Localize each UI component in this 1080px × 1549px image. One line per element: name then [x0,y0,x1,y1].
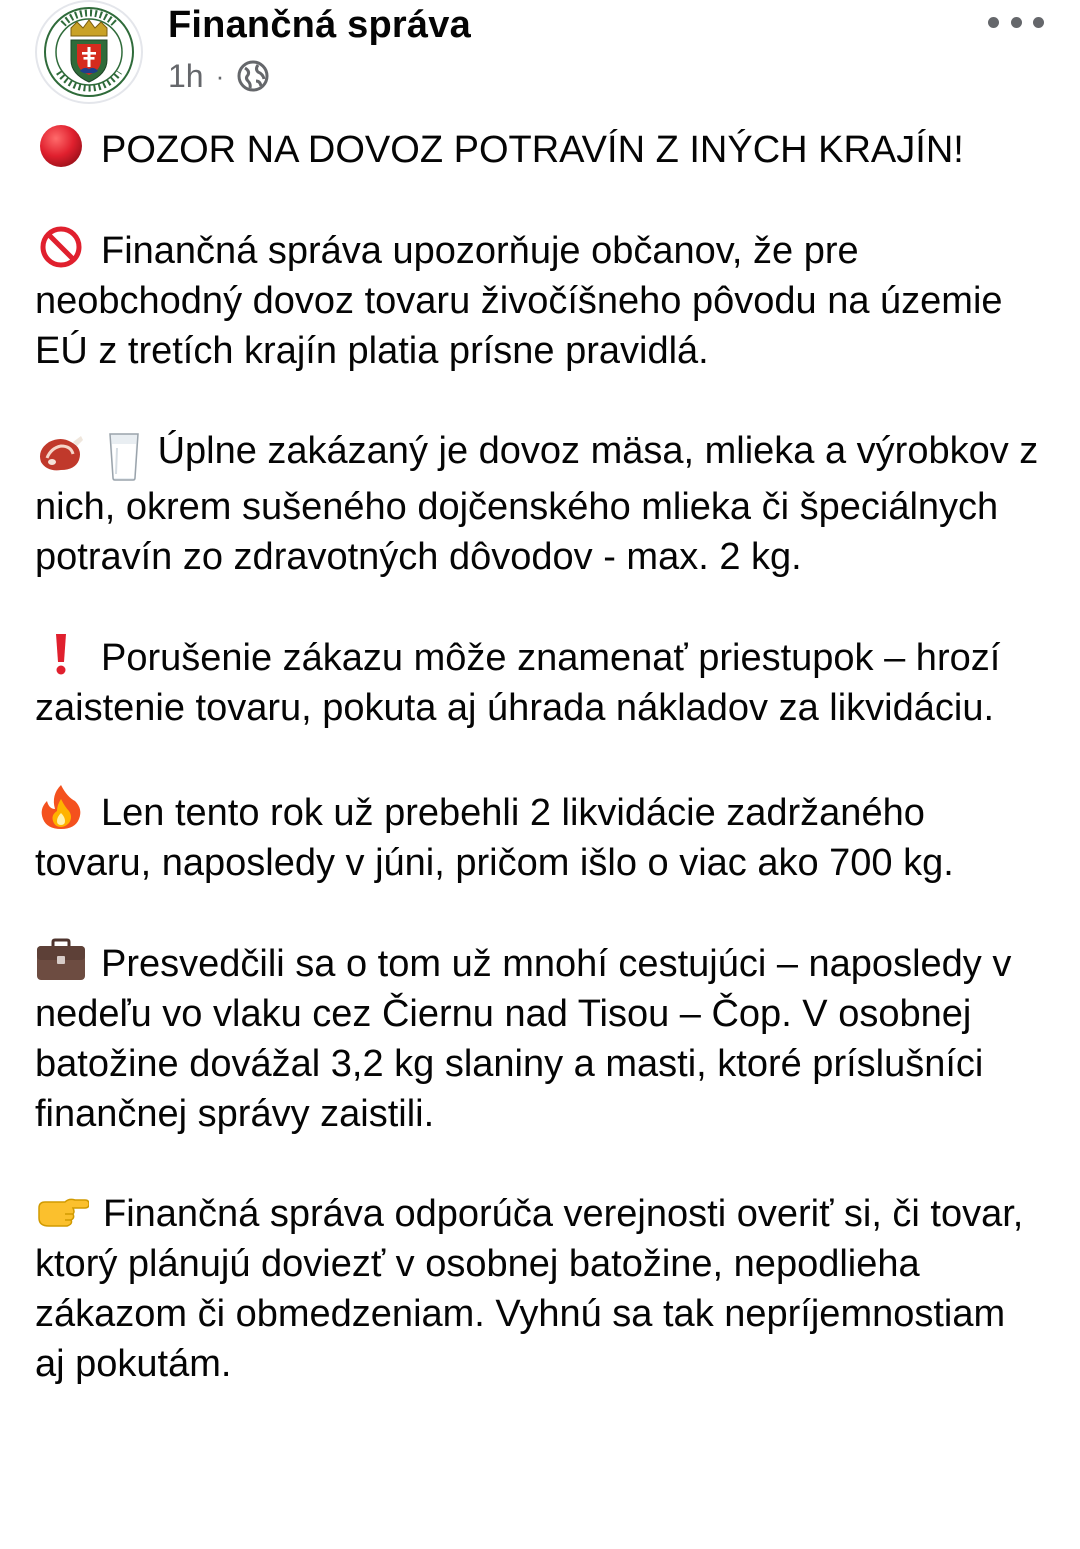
pointing-hand-icon [35,1192,89,1232]
post-paragraph [35,426,1045,582]
meta-separator: · [215,60,225,91]
red-circle-icon [35,124,87,168]
more-dot [1033,17,1044,28]
meat-and-milk-icons [35,432,144,482]
briefcase-icon [35,938,87,982]
paragraph-text: Finančná správa upozorňuje občanov, že pre neobchodný dovoz tovaru živočíšneho pôvodu na územie EÚ z tretích krajín platia prísne pravidlá. [35,230,1003,372]
prohibited-icon [35,225,87,269]
fire-icon [35,783,87,831]
post-body [35,124,1045,1389]
post-paragraph [35,1189,1045,1389]
paragraph-text: Len tento rok už prebehli 2 likvidácie zadržaného tovaru, naposledy v júni, pričom išlo o viac ako 700 kg. [35,792,954,884]
paragraph-text: POZOR NA DOVOZ POTRAVÍN Z INÝCH KRAJÍN! [101,129,964,171]
post-timestamp[interactable]: 1h [168,57,204,94]
post-paragraph [35,124,1045,175]
paragraph-text: Presvedčili sa o tom už mnohí cestujúci – naposledy v nedeľu vo vlaku cez Čiernu nad Tisou – Čop. V osobnej batožine dovážal 3,2 kg slaniny a masti, ktoré príslušníci finančnej správy zaistili. [35,943,1012,1135]
page-name-link[interactable]: Finančná správa [168,4,471,46]
globe-icon[interactable] [236,59,270,93]
more-options-icon[interactable] [988,10,1044,34]
post-paragraph [35,783,1045,888]
post-paragraph [35,225,1045,376]
post-header [0,0,1080,110]
paragraph-text: Porušenie zákazu môže znamenať priestupok – hrozí zaistenie tovaru, pokuta aj úhrada nákladov za likvidáciu. [35,637,1001,729]
post-paragraph [35,938,1045,1139]
more-dot [1011,17,1022,28]
exclamation-icon [35,632,87,676]
financna-sprava-emblem-icon [37,2,141,102]
paragraph-text: Finančná správa odporúča verejnosti overiť si, či tovar, ktorý plánujú doviezť v osobnej batožine, nepodlieha zákazom či obmedzeniam. Vyhnú sa tak nepríjemnostiam aj pokutám. [35,1193,1024,1385]
meat-icon [35,432,87,476]
page-avatar[interactable] [35,0,143,104]
post-meta [168,56,270,96]
post-paragraph [35,632,1045,733]
milk-glass-icon [104,432,144,482]
paragraph-text: Úplne zakázaný je dovoz mäsa, mlieka a výrobkov z nich, okrem sušeného dojčenského mlieka či špeciálnych potravín zo zdravotných dôvodov - max. 2 kg. [35,430,1039,578]
more-dot [988,17,999,28]
